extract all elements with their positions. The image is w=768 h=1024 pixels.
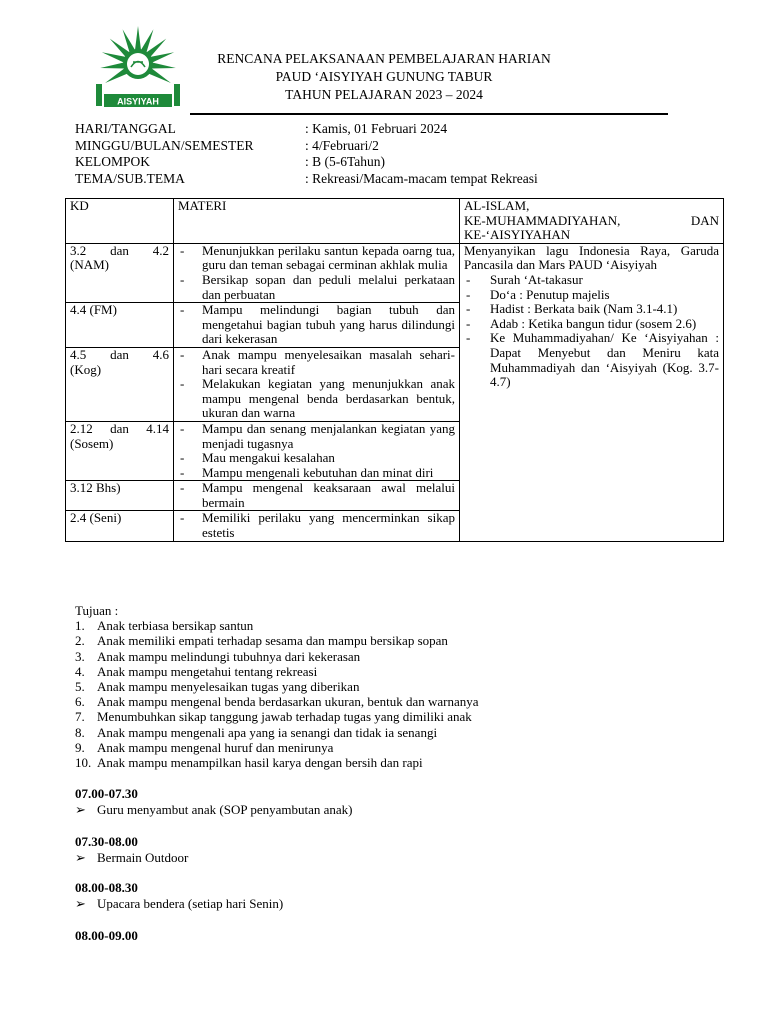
kd-code: 4.4 (FM) — [70, 302, 117, 318]
schedule-activity: ➢ Guru menyambut anak (SOP penyambutan anak) — [75, 802, 353, 817]
header-divider — [190, 113, 668, 115]
list-item: - Mampu mengenal keaksaraan awal melalui bermain — [180, 480, 455, 510]
table-header-row — [66, 199, 724, 244]
islam-header-line: AL-ISLAM, — [464, 198, 530, 213]
list-item: 4. Anak mampu mengetahui tentang rekreasi — [75, 663, 318, 679]
info-value: : 4/Februari/2 — [305, 137, 379, 153]
schedule-block — [75, 928, 138, 944]
schedule-time: 08.00-09.00 — [75, 928, 138, 943]
schedule-block — [75, 834, 188, 866]
materi-cell — [174, 511, 460, 541]
list-item: - Surah ‘At-takasur — [466, 271, 583, 287]
tujuan-title: Tujuan : — [75, 603, 119, 618]
schedule-time: 08.00-08.30 — [75, 880, 138, 895]
info-label: MINGGU/BULAN/SEMESTER — [75, 137, 254, 153]
kd-cell — [66, 243, 174, 302]
list-item: 3. Anak mampu melindungi tubuhnya dari kekerasan — [75, 648, 361, 664]
info-row — [75, 121, 538, 138]
schedule-activity: ➢ Bermain Outdoor — [75, 850, 189, 865]
list-item: - Mampu dan senang menjalankan kegiatan yang menjadi tugasnya — [180, 420, 455, 451]
list-item: 9. Anak mampu mengenal huruf dan menirunya — [75, 739, 334, 755]
list-item: 10. Anak mampu menampilkan hasil karya dengan bersih dan rapi — [75, 755, 423, 771]
tujuan-section — [75, 603, 479, 770]
list-item: 8. Anak mampu mengenali apa yang ia senangi dan tidak ia senangi — [75, 724, 438, 740]
islam-header-line: KE-‘AISYIYAHAN — [464, 227, 571, 243]
kd-cell — [66, 511, 174, 541]
list-item: - Mau mengakui kesalahan — [180, 450, 335, 466]
list-item: - Memiliki perilaku yang mencerminkan sikap estetis — [180, 510, 455, 541]
aisyiyah-logo — [92, 24, 184, 110]
kd-code: 2.12 dan 4.14 — [70, 420, 169, 436]
list-item: 7. Menumbuhkan sikap tanggung jawab terhadap tugas yang dimiliki anak — [75, 709, 472, 725]
kd-code: 4.5 dan 4.6 — [70, 346, 169, 362]
list-item: - Ke Muhammadiyahan/ Ke ‘Aisyiyahan : Dapat Menyebut dan Meniru kata Muhammadiyah dan ‘Aisyiyah (Kog. 3.7-4.7) — [466, 330, 719, 390]
info-label: HARI/TANGGAL — [75, 121, 176, 136]
kd-cell — [66, 347, 174, 421]
kd-code: 2.4 (Seni) — [70, 510, 122, 526]
list-item: - Mampu melindungi bagian tubuh dan mengetahui bagian tubuh yang harus dilindungi dari kekerasan — [180, 302, 455, 347]
kd-code: 3.2 dan 4.2 — [70, 242, 169, 258]
kd-header: KD — [66, 199, 174, 244]
info-row — [75, 154, 538, 171]
schedule-activity: ➢ Upacara bendera (setiap hari Senin) — [75, 896, 284, 911]
kd-cell — [66, 421, 174, 480]
info-value: : B (5-6Tahun) — [305, 154, 386, 169]
list-item: 5. Anak mampu menyelesaikan tugas yang diberikan — [75, 679, 360, 695]
document-header — [190, 50, 578, 104]
materi-cell — [174, 421, 460, 480]
info-label: TEMA/SUB.TEMA — [75, 170, 185, 186]
kd-cell — [66, 481, 174, 511]
arrow-bullet-icon: ➢ — [75, 850, 86, 865]
info-label: KELOMPOK — [75, 154, 151, 169]
list-item: - Melakukan kegiatan yang menunjukkan anak mampu mengenal benda berdasarkan bentuk, ukuran dan warna — [180, 376, 455, 421]
islam-cell — [460, 243, 724, 541]
logo-text: AISYIYAH — [117, 96, 159, 107]
info-value: : Rekreasi/Macam-macam tempat Rekreasi — [305, 170, 538, 186]
list-item: - Mampu mengenali kebutuhan dan minat diri — [180, 464, 434, 480]
materi-cell — [174, 303, 460, 348]
info-value: : Kamis, 01 Februari 2024 — [305, 121, 448, 136]
kd-table — [65, 198, 724, 542]
arrow-bullet-icon: ➢ — [75, 896, 86, 911]
islam-header — [460, 199, 724, 244]
kd-area: (NAM) — [70, 257, 109, 273]
list-item: - Do‘a : Penutup majelis — [466, 286, 610, 302]
list-item: 2. Anak memiliki empati terhadap sesama dan mampu bersikap sopan — [75, 633, 448, 649]
list-item: 6. Anak mampu mengenal benda berdasarkan ukuran, bentuk dan warnanya — [75, 694, 479, 710]
materi-cell — [174, 347, 460, 421]
materi-cell — [174, 481, 460, 511]
arrow-bullet-icon: ➢ — [75, 802, 86, 817]
table-row — [66, 243, 724, 302]
schedule-block — [75, 880, 283, 912]
info-row — [75, 138, 538, 155]
kd-code: 3.12 Bhs) — [70, 480, 121, 496]
islam-header-line: KE-MUHAMMADIYAHAN, DAN — [464, 212, 719, 228]
header-title: RENCANA PELAKSANAAN PEMBELAJARAN HARIAN — [217, 51, 551, 66]
materi-cell — [174, 243, 460, 302]
schedule-time: 07.30-08.00 — [75, 834, 138, 849]
info-block — [75, 121, 538, 187]
kd-cell — [66, 303, 174, 348]
list-item: - Hadist : Berkata baik (Nam 3.1-4.1) — [466, 301, 678, 317]
islam-intro: Menyanyikan lagu Indonesia Raya, Garuda Pancasila dan Mars PAUD ‘Aisyiyah — [464, 242, 719, 273]
materi-header: MATERI — [174, 199, 460, 244]
list-item: - Adab : Ketika bangun tidur (sosem 2.6) — [466, 315, 697, 331]
header-year: TAHUN PELAJARAN 2023 – 2024 — [285, 87, 483, 102]
kd-area: (Sosem) — [70, 435, 114, 451]
list-item: 1. Anak terbiasa bersikap santun — [75, 618, 254, 634]
list-item: - Anak mampu menyelesaikan masalah sehari-hari secara kreatif — [180, 346, 455, 377]
schedule-block — [75, 786, 352, 818]
list-item: - Menunjukkan perilaku santun kepada oarng tua, guru dan teman sebagai cerminan akhlak mulia — [180, 242, 455, 273]
schedule-time: 07.00-07.30 — [75, 786, 138, 801]
info-row — [75, 171, 538, 188]
kd-area: (Kog) — [70, 361, 102, 377]
list-item: - Bersikap sopan dan peduli melalui perkataan dan perbuatan — [180, 271, 455, 302]
sun-emblem-icon — [92, 24, 184, 110]
header-school: PAUD ‘AISYIYAH GUNUNG TABUR — [275, 69, 493, 84]
